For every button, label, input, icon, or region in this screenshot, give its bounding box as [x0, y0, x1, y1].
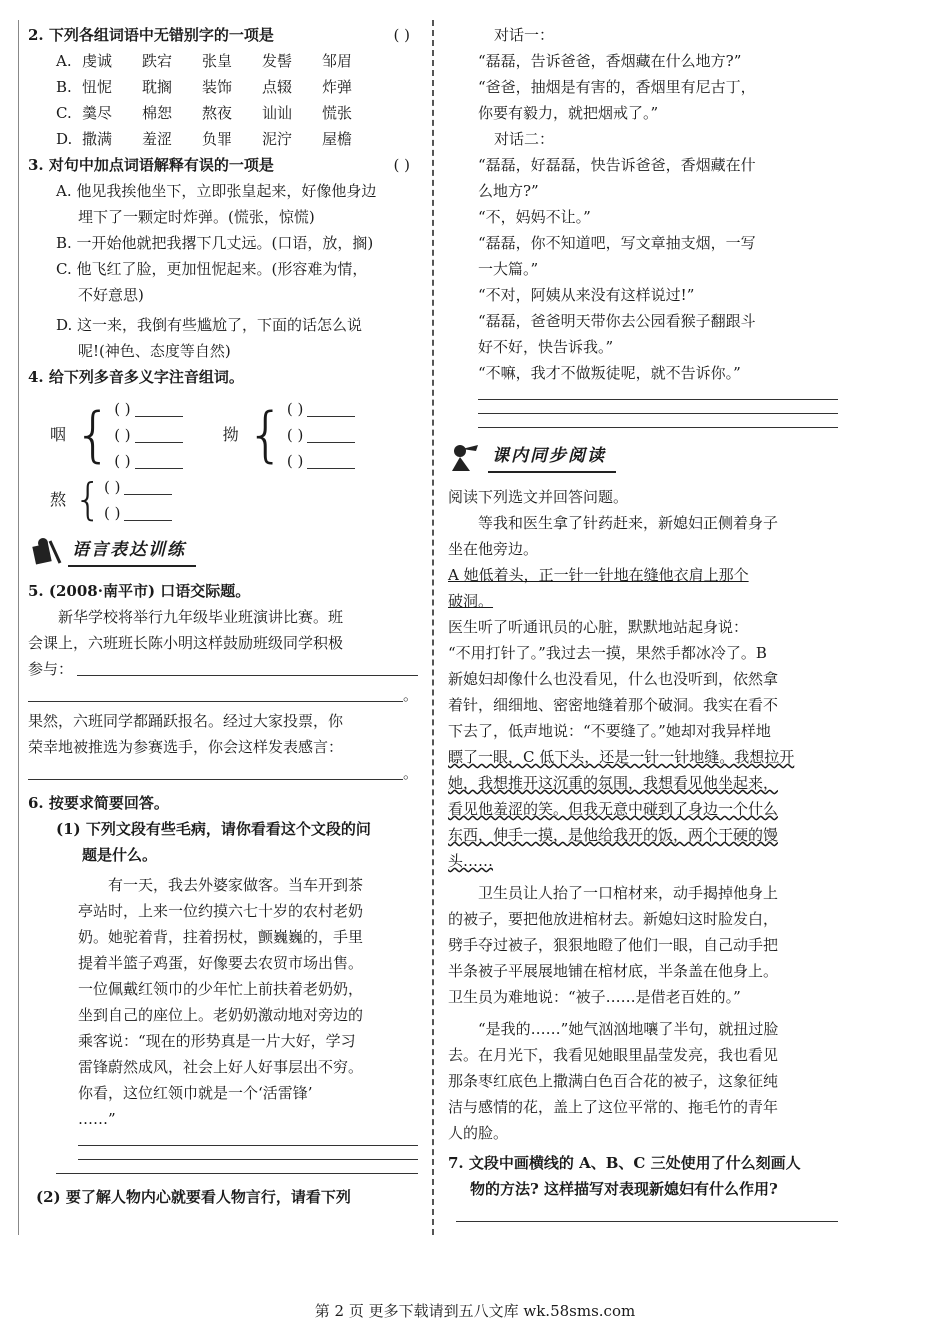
dialog-line: “磊磊，好磊磊，快告诉爸爸，香烟藏在什 [478, 156, 756, 174]
page-edge-line [18, 20, 19, 1235]
polyphone-table [28, 396, 418, 474]
passage-line: 乘客说：“现在的形势真是一片大好，学习 [78, 1032, 356, 1050]
answer-blank[interactable] [307, 428, 355, 443]
reading-line: “是我的……”她气汹汹地嚷了半句，就扭过脸 [478, 1020, 779, 1038]
reading-line: 卫生员为难地说：“被子……是借老百姓的。” [448, 988, 741, 1006]
answer-blank[interactable] [307, 454, 355, 469]
dialog-2 [448, 152, 838, 386]
reading-line: 医生听了听通讯员的心脏，默默地站起身说： [448, 618, 749, 636]
reading-paragraph-1 [448, 510, 838, 562]
answer-blank[interactable] [135, 454, 183, 469]
reading-line-underlined: 破洞。 [448, 592, 494, 610]
reading-line: 卫生员让人抬了一口棺材来，动手揭掉他身上 [478, 884, 779, 902]
option-key: C. [56, 104, 72, 122]
passage-line: 一位佩戴红领巾的少年忙上前扶着老奶奶， [78, 980, 364, 998]
reading-line: 那条枣红底色上撒满白色百合花的被子，这象征纯 [448, 1072, 779, 1090]
dialog-line: “磊磊，你不知道吧，写文章抽支烟，一写 [478, 234, 756, 252]
reading-line: 看见他羞涩的笑。但我无意中碰到了身边一个什么 [448, 800, 779, 818]
option-word: 屋檐 [322, 130, 353, 148]
polyphone-group-2: 拗 { ( ) ( ) ( ) [223, 396, 356, 474]
answer-line[interactable] [77, 675, 418, 676]
q2-option [28, 74, 418, 100]
answer-line[interactable] [478, 426, 838, 428]
q6-sub-2: (2) 要了解人物内心就要看人物言行，请看下列 [36, 1188, 351, 1206]
q3-option-a: A. 他见我挨他坐下，立即张皇起来，好像他身边 埋下了一颗定时炸弹。(慌张，惊慌) [56, 182, 377, 226]
reading-line: 着针，细细地、密密地缝着那个破洞。我实在看不 [448, 696, 779, 714]
reading-line: 新媳妇却像什么也没看见，什么也没听到，依然拿 [448, 670, 779, 688]
dialog-line: 一大篇。” [478, 260, 539, 278]
option-word: 慌张 [322, 104, 353, 122]
dialog-line: “不对，阿姨从来没有这样说过!” [478, 286, 695, 304]
option-word: 负罪 [202, 130, 233, 148]
answer-line[interactable] [28, 701, 403, 702]
passage-line: 雷锋蔚然成风，社会上好人好事层出不穷。 [78, 1058, 364, 1076]
answer-line[interactable] [28, 779, 403, 780]
option-word: 点辍 [262, 78, 293, 96]
passage-line: 坐到自己的座位上。老奶奶激动地对旁边的 [78, 1006, 364, 1024]
section-header-reading: 课内同步阅读 [448, 438, 838, 478]
reading-line: 坐在他旁边。 [448, 540, 539, 558]
passage-line: 你看，这位红领巾就是一个‘活雷锋’ [78, 1084, 313, 1102]
dialog-line: “磊磊，告诉爸爸，香烟藏在什么地方?” [478, 52, 742, 70]
q5-prompt-1: 新华学校将举行九年级毕业班演讲比赛。班 [58, 608, 344, 626]
q6-passage [28, 872, 418, 1132]
dialog-line: 你要有毅力，就把烟戒了。” [478, 104, 659, 122]
reading-intro: 阅读下列选文并回答问题。 [448, 488, 629, 506]
dialog-2-title: 对话二： [494, 130, 555, 148]
reading-line: 去。在月光下，我看见她眼里晶莹发亮，我也看见 [448, 1046, 779, 1064]
right-column [448, 22, 838, 1232]
option-key: B. [56, 78, 72, 96]
column-divider [432, 20, 434, 1235]
option-word: 羞涩 [142, 130, 173, 148]
q3-option-b: B. 一开始他就把我撂下几丈远。(口语，放，搁) [56, 234, 374, 252]
answer-line[interactable] [478, 412, 838, 414]
q2-option [28, 126, 418, 152]
dialog-line: “不，妈妈不让。” [478, 208, 591, 226]
option-word: 炸弹 [322, 78, 353, 96]
question-3-stem: 3. 对句中加点词语解释有误的一项是 ( ) [28, 156, 410, 174]
left-column: 2. 下列各组词语中无错别字的一项是 ( ) A. 虔诚 跌宕 张皇 发髻 邹眉 B. 忸怩 耽搁 装饰 点辍 炸弹 C. 羹尽 棉恕 熬夜 讪讪 慌张 D. 撒满 羞涩 负罪 泥泞 屋檐 3. 对句中加点词语解释有误的一项是 ( ) A. 他见我挨他坐下，立即张皇起来，好像他身边 埋下了一颗定时炸弹。(慌张，惊慌) B. 一开始他就把我撂下几丈远。(口语，放，搁) C. 他飞红了脸，更加忸怩起来。(形容难为情， 不好意思) D. 这一来，我倒有些尴尬了，下面的话怎么说 呢!(神色、态度等自然) 4. 给下列多音多义字注音组词。 咽 { ( ) ( ) ( ) 拗 { ( ) ( ) ( ) 熬 { ( ) ( ) 语言表达训练 5. (2008·南平市) 口语交际题。 新华学校将举行九年级毕业班演讲比赛。班 会课上，六班班长陈小明这样鼓励班级同学积极 参与： 。 果然，六班同学都踊跃报名。经过大家投票，你 荣幸地被推选为参赛选手，你会这样发表感言： 。 6. 按要求简要回答。 (1) 下列文段有些毛病，请你看看这个文段的问 题是什么。 有一天，我去外婆家做客。当车开到茶 亭站时，上来一位约摸六七十岁的农村老奶 奶。她驼着背，拄着拐杖，颤巍巍的，手里 提着半篮子鸡蛋，好像要去农贸市场出售。 一位佩戴红领巾的少年忙上前扶着老奶奶， 坐到自己的座位上。老奶奶激动地对旁边的 乘客说：“现在的形势真是一片大好，学习 雷锋蔚然成风，社会上好人好事层出不穷。 你看，这位红领巾就是一个‘活雷锋’ ……” (2) 要了解人物内心就要看人物言行，请看下列 [28, 22, 418, 1210]
answer-blank[interactable] [135, 428, 183, 443]
dialog-line: 么地方?” [478, 182, 539, 200]
q3-option-d: D. 这一来，我倒有些尴尬了，下面的话怎么说 呢!(神色、态度等自然) [56, 316, 363, 360]
brace-icon: { [246, 400, 285, 470]
q2-option [28, 100, 418, 126]
option-word: 熬夜 [202, 104, 233, 122]
option-word: 棉恕 [142, 104, 173, 122]
question-6-stem: 6. 按要求简要回答。 [28, 794, 169, 812]
reading-paragraph-1-rest [448, 614, 838, 874]
question-7: 7. 文段中画横线的 A、B、C 三处使用了什么刻画人 物的方法? 这样描写对表现新媳妇有什么作用? [448, 1154, 801, 1198]
dialog-1 [448, 48, 838, 126]
option-word: 虔诚 [82, 52, 113, 70]
question-4-stem: 4. 给下列多音多义字注音组词。 [28, 368, 244, 386]
reading-line: 等我和医生拿了针药赶来，新媳妇正侧着身子 [478, 514, 779, 532]
reading-line: 瞟了一眼，C 低下头，还是一针一针地缝。我想拉开 [448, 748, 795, 766]
q2-option [28, 48, 418, 74]
passage-line: 奶。她驼着背，拄着拐杖，颤巍巍的，手里 [78, 928, 364, 946]
reading-line: 半条被子平展展地铺在棺材底，半条盖在他身上。 [448, 962, 779, 980]
option-key: A. [56, 52, 72, 70]
answer-blank[interactable] [307, 402, 355, 417]
pen-character-icon [28, 535, 62, 569]
reading-line: 洁与感情的花，盖上了这位平常的、拖毛竹的青年 [448, 1098, 779, 1116]
dialog-line: “爸爸，抽烟是有害的，香烟里有尼古丁， [478, 78, 756, 96]
reading-paragraph-2 [448, 880, 838, 1010]
q6-sub-1: (1) 下列文段有些毛病，请你看看这个文段的问 题是什么。 [56, 820, 371, 864]
reading-line: 她，我想推开这沉重的氛围，我想看见他坐起来， [448, 774, 779, 792]
option-word: 撒满 [82, 130, 113, 148]
option-word: 羹尽 [82, 104, 113, 122]
option-word: 跌宕 [142, 52, 173, 70]
reading-line: 人的脸。 [448, 1124, 509, 1142]
question-5-stem: 5. (2008·南平市) 口语交际题。 [28, 582, 251, 600]
reading-line: “不用打针了。”我过去一摸，果然手都冰冷了。B [448, 644, 767, 662]
answer-line[interactable] [78, 1158, 418, 1160]
section-header-language: 语言表达训练 [28, 532, 418, 572]
reading-line-underlined: A 她低着头，正一针一针地在缝他衣肩上那个 [448, 566, 749, 584]
question-2-stem: 2. 下列各组词语中无错别字的一项是 ( ) [28, 26, 410, 44]
option-word: 讪讪 [262, 104, 293, 122]
option-word: 发髻 [262, 52, 293, 70]
option-key: D. [56, 130, 73, 148]
dialog-line: “磊磊，爸爸明天带你去公园看猴子翻跟斗 [478, 312, 756, 330]
reading-paragraph-3 [448, 1016, 838, 1146]
dialog-1-title: 对话一： [494, 26, 555, 44]
answer-blank[interactable] [124, 506, 172, 521]
option-word: 忸怩 [82, 78, 113, 96]
page-footer: 第 2 页 更多下载请到五八文库 wk.58sms.com [314, 1302, 636, 1320]
answer-line[interactable] [56, 1172, 418, 1174]
dialog-line: “不嘛，我才不做叛徒呢，就不告诉你。” [478, 364, 741, 382]
reading-line: 的被子，要把他放进棺材去。新媳妇这时脸发白， [448, 910, 779, 928]
polyphone-group-1: 咽 { ( ) ( ) ( ) [50, 396, 183, 474]
reading-line: 头…… [448, 852, 494, 870]
polyphone-group-3: 熬 { ( ) ( ) [28, 474, 418, 526]
answer-line[interactable] [78, 1144, 418, 1146]
passage-line: 有一天，我去外婆家做客。当车开到茶 [108, 876, 364, 894]
q3-option-c: C. 他飞红了脸，更加忸怩起来。(形容难为情， 不好意思) [56, 260, 368, 304]
answer-blank[interactable] [135, 402, 183, 417]
answer-line[interactable] [456, 1220, 838, 1222]
option-word: 耽搁 [142, 78, 173, 96]
reading-line: 下去了，低声地说：“不要缝了。”她却对我异样地 [448, 722, 771, 740]
option-word: 装饰 [202, 78, 233, 96]
reading-underline-a [448, 562, 838, 614]
brace-icon: { [74, 474, 102, 525]
dialog-line: 好不好，快告诉我。” [478, 338, 614, 356]
answer-blank[interactable] [124, 480, 172, 495]
option-word: 邹眉 [322, 52, 353, 70]
passage-line: 亭站时，上来一位约摸六七十岁的农村老奶 [78, 902, 364, 920]
reading-line: 东西，伸手一摸，是他给我开的饭，两个干硬的馒 [448, 826, 779, 844]
option-word: 张皇 [202, 52, 233, 70]
passage-line: ……” [78, 1110, 116, 1128]
reading-character-icon [448, 441, 482, 475]
option-word: 泥泞 [262, 130, 293, 148]
answer-line[interactable] [478, 398, 838, 400]
passage-line: 提着半篮子鸡蛋，好像要去农贸市场出售。 [78, 954, 364, 972]
brace-icon: { [74, 400, 113, 470]
reading-line: 劈手夺过被子，狠狠地瞪了他们一眼，自己动手把 [448, 936, 779, 954]
